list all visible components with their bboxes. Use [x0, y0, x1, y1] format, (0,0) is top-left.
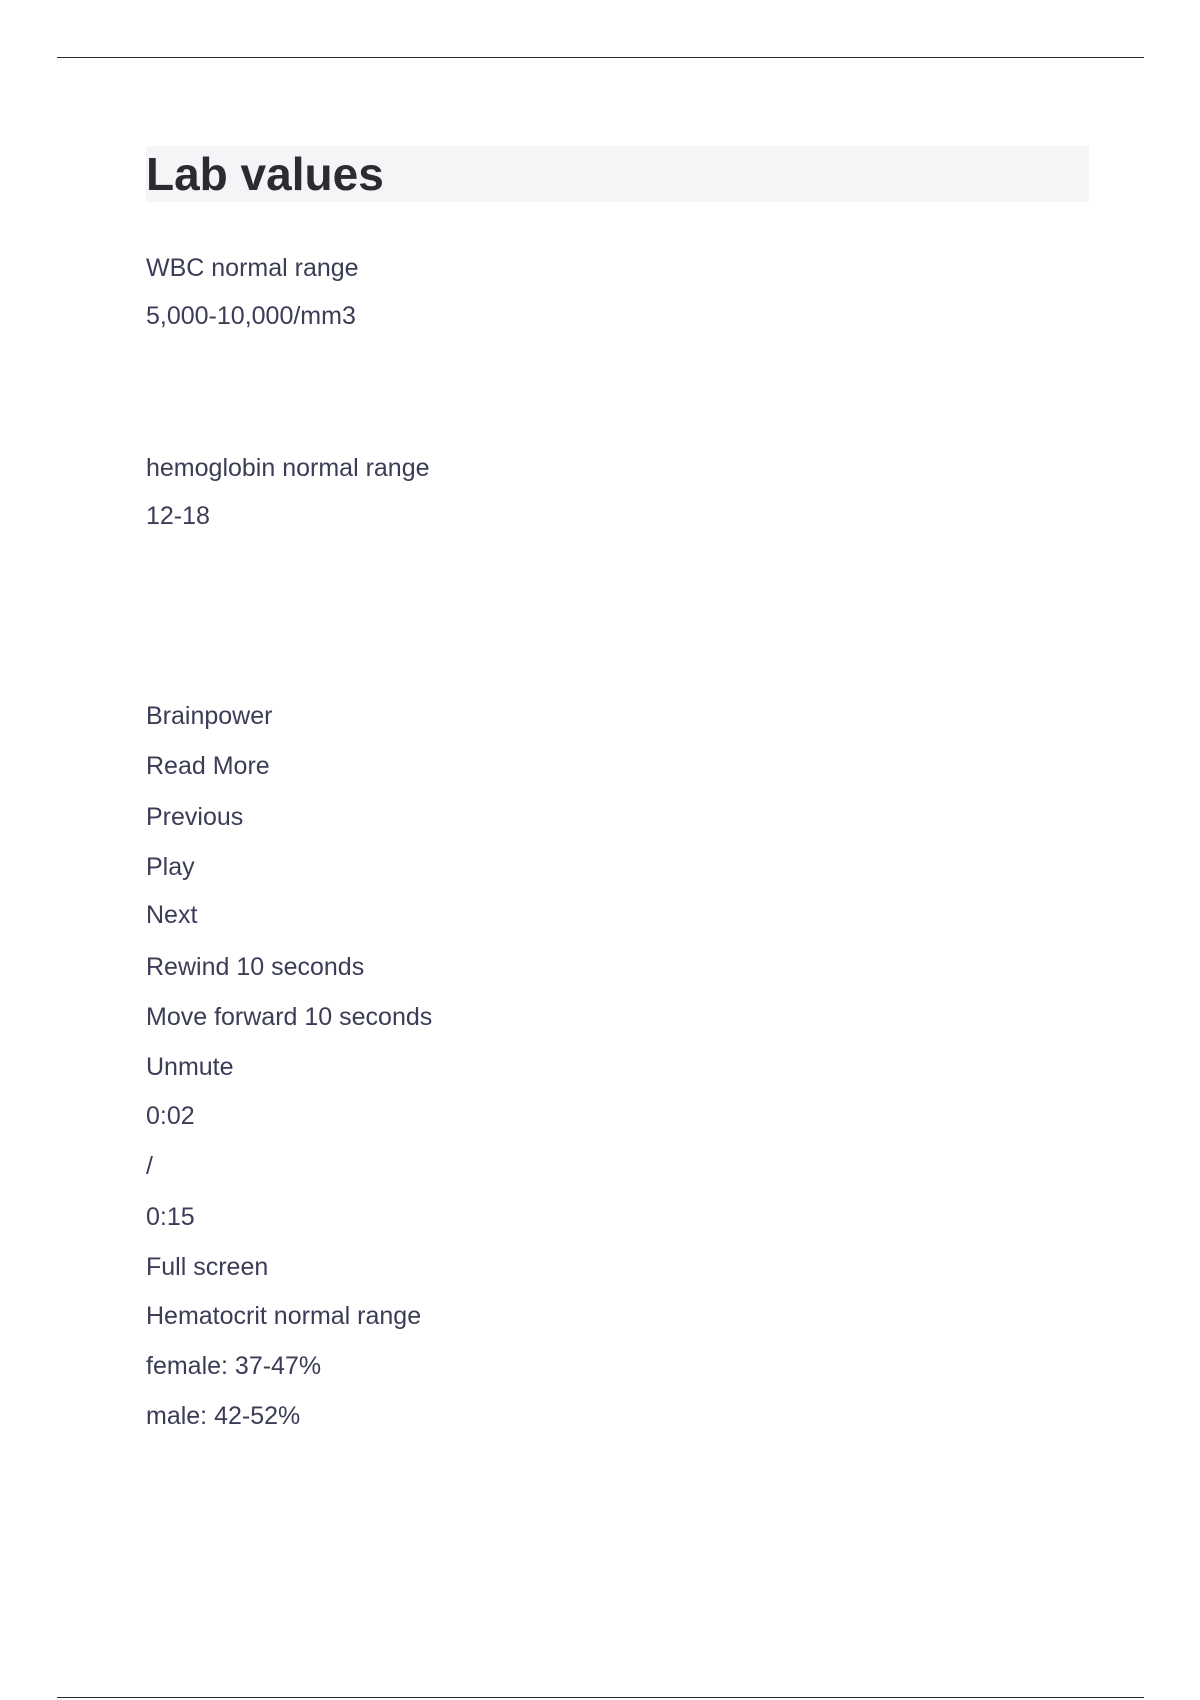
rewind-button[interactable]: Rewind 10 seconds	[146, 953, 365, 981]
current-time: 0:02	[146, 1102, 195, 1130]
card-term-hematocrit: Hematocrit normal range	[146, 1302, 422, 1330]
card-term-hemoglobin: hemoglobin normal range	[146, 454, 430, 482]
bottom-rule	[57, 1697, 1144, 1698]
fullscreen-button[interactable]: Full screen	[146, 1253, 269, 1281]
unmute-button[interactable]: Unmute	[146, 1053, 234, 1081]
card-definition-hematocrit-male: male: 42-52%	[146, 1402, 301, 1430]
page-title: Lab values	[146, 148, 384, 200]
top-rule	[57, 57, 1144, 58]
player-brand-label: Brainpower	[146, 702, 273, 730]
duration: 0:15	[146, 1203, 195, 1231]
previous-button[interactable]: Previous	[146, 803, 244, 831]
play-button[interactable]: Play	[146, 853, 195, 881]
forward-button[interactable]: Move forward 10 seconds	[146, 1003, 433, 1031]
next-button[interactable]: Next	[146, 901, 198, 929]
time-separator: /	[146, 1152, 153, 1180]
card-definition-wbc: 5,000-10,000/mm3	[146, 302, 356, 330]
card-definition-hematocrit-female: female: 37-47%	[146, 1352, 322, 1380]
card-term-wbc: WBC normal range	[146, 254, 359, 282]
card-definition-hemoglobin: 12-18	[146, 502, 210, 530]
read-more-link[interactable]: Read More	[146, 752, 270, 780]
